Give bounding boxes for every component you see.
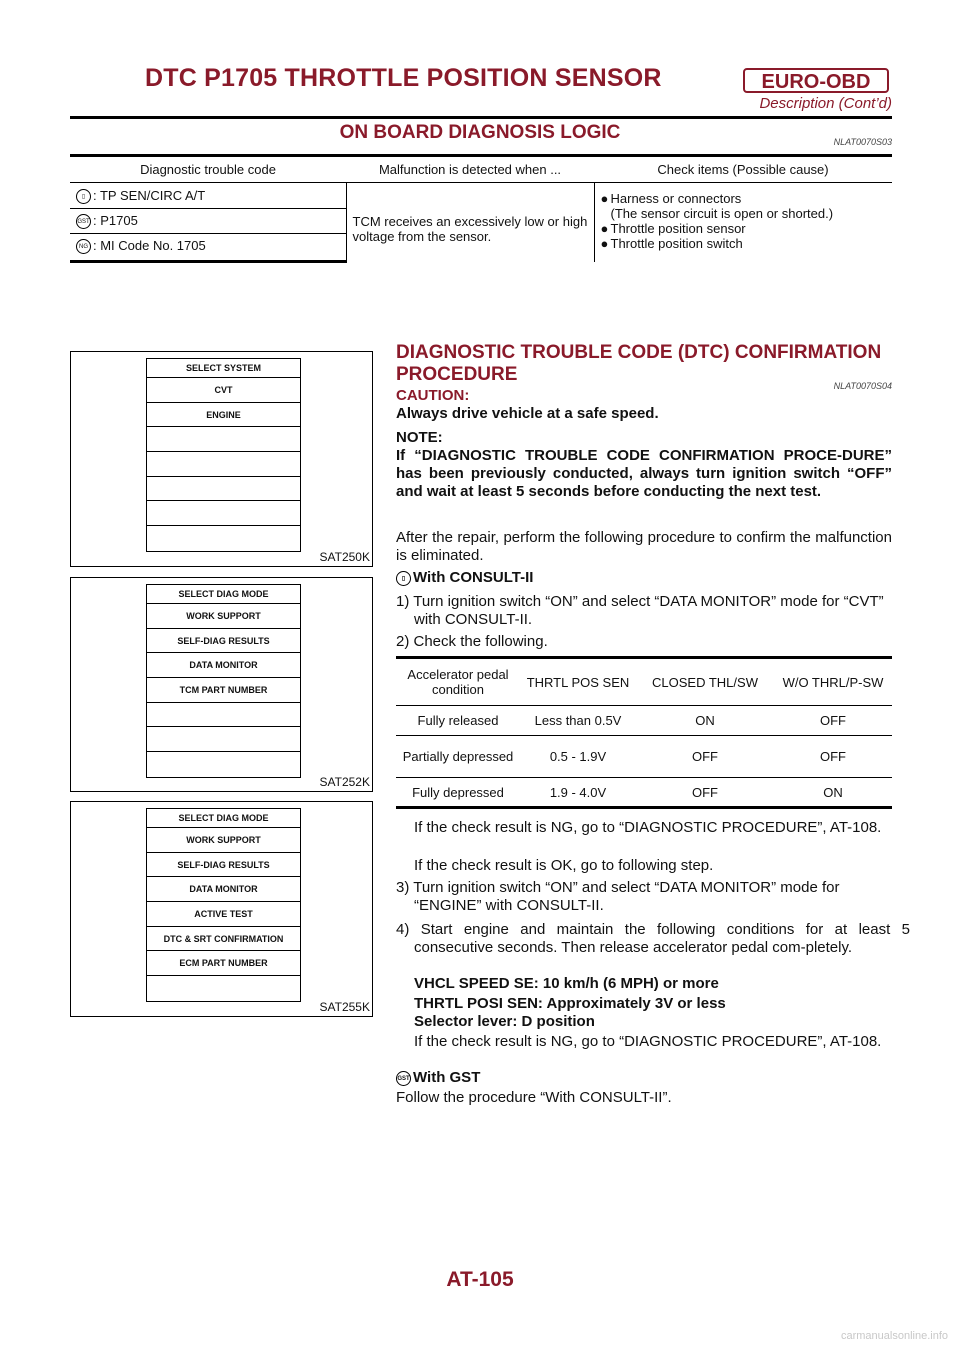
screen-heading: SELECT DIAG MODE xyxy=(147,585,300,604)
menu-item: DATA MONITOR xyxy=(147,877,300,902)
note-block xyxy=(396,429,892,501)
header-divider xyxy=(70,116,892,119)
page-subtitle: Description (Cont’d) xyxy=(759,95,892,112)
menu-item xyxy=(147,727,300,752)
section-code: NLAT0070S03 xyxy=(833,137,892,147)
ng-instruction-2: If the check result is NG, go to “DIAGNOSTIC PROCEDURE”, AT-108. xyxy=(414,1033,882,1050)
table-row: Fully released Less than 0.5V ON OFF xyxy=(396,706,892,736)
check-items-cell: ● Harness or connectors (The sensor circuit is open or shorted.) ● Throttle position sensor ● Throttle position switch xyxy=(594,183,892,262)
table-header: W/O THRL/P-SW xyxy=(774,658,892,706)
menu-item: DTC & SRT CONFIRMATION xyxy=(147,927,300,952)
gst-icon: GST xyxy=(396,1071,411,1086)
menu-item: ENGINE xyxy=(147,403,300,428)
table-header: Accelerator pedal condition xyxy=(396,658,520,706)
menu-item xyxy=(147,501,300,526)
condition-speed: VHCL SPEED SE: 10 km/h (6 MPH) or more xyxy=(414,975,719,992)
note-label: NOTE: xyxy=(396,429,443,446)
menu-item: ACTIVE TEST xyxy=(147,902,300,927)
table-row: Partially depressed 0.5 - 1.9V OFF OFF xyxy=(396,736,892,778)
menu-item: SELF-DIAG RESULTS xyxy=(147,853,300,878)
menu-item xyxy=(147,703,300,728)
menu-item: WORK SUPPORT xyxy=(147,604,300,629)
table-header: CLOSED THL/SW xyxy=(636,658,774,706)
table-header: Check items (Possible cause) xyxy=(594,156,892,183)
step-4: 4) Start engine and maintain the following conditions for at least 5 consecutive seconds. Then release accelerator pedal com-pletely. xyxy=(396,921,910,956)
euro-obd-badge: EURO-OBD xyxy=(743,68,889,93)
consult-screen xyxy=(146,584,301,778)
figure-select-diag-mode-tcm xyxy=(70,577,373,792)
gst-icon: GST xyxy=(76,214,91,229)
consult-icon: ▯ xyxy=(396,571,411,586)
menu-item: DATA MONITOR xyxy=(147,653,300,678)
screen-heading: SELECT DIAG MODE xyxy=(147,809,300,828)
ok-instruction: If the check result is OK, go to following step. xyxy=(414,857,714,874)
with-gst-heading: GST With GST xyxy=(397,1069,481,1086)
condition-throttle: THRTL POSI SEN: Approximately 3V or less xyxy=(414,995,726,1012)
caution-block xyxy=(396,387,892,423)
dtc-mi-code: NG : MI Code No. 1705 xyxy=(70,234,346,262)
menu-item xyxy=(147,976,300,1001)
menu-item xyxy=(147,452,300,477)
no-tools-icon: NG xyxy=(76,239,91,254)
malfunction-cell: TCM receives an excessively low or high voltage from the sensor. xyxy=(346,183,594,262)
dtc-consult: ▯ : TP SEN/CIRC A/T xyxy=(70,183,346,209)
obd-logic-table xyxy=(70,154,892,263)
data-monitor-table xyxy=(396,656,892,809)
table-header: Diagnostic trouble code xyxy=(70,156,346,183)
watermark: carmanualsonline.info xyxy=(840,1330,948,1342)
step-2: 2) Check the following. xyxy=(396,633,548,650)
consult-screen xyxy=(146,808,301,1002)
menu-item xyxy=(147,526,300,551)
menu-item: SELF-DIAG RESULTS xyxy=(147,629,300,654)
consult-icon: ▯ xyxy=(76,189,91,204)
consult-screen xyxy=(146,358,301,552)
menu-item: TCM PART NUMBER xyxy=(147,678,300,703)
ng-instruction: If the check result is NG, go to “DIAGNOSTIC PROCEDURE”, AT-108. xyxy=(414,819,882,836)
gst-instruction: Follow the procedure “With CONSULT-II”. xyxy=(396,1089,672,1106)
dtc-gst: GST : P1705 xyxy=(70,209,346,234)
step-1: 1) Turn ignition switch “ON” and select “DATA MONITOR” mode for “CVT” with CONSULT-II. xyxy=(396,593,884,628)
caution-text: Always drive vehicle at a safe speed. xyxy=(396,405,659,422)
screen-heading: SELECT SYSTEM xyxy=(147,359,300,378)
figure-label: SAT250K xyxy=(319,550,370,564)
section-code: NLAT0070S04 xyxy=(833,381,892,391)
intro-text: After the repair, perform the following procedure to confirm the malfunction is eliminated. xyxy=(396,529,892,564)
menu-item: CVT xyxy=(147,378,300,403)
step-3: 3) Turn ignition switch “ON” and select “DATA MONITOR” mode for “ENGINE” with CONSULT-II. xyxy=(396,879,840,914)
condition-selector: Selector lever: D position xyxy=(414,1013,595,1030)
menu-item: WORK SUPPORT xyxy=(147,828,300,853)
table-header: Malfunction is detected when ... xyxy=(346,156,594,183)
menu-item xyxy=(147,752,300,777)
menu-item xyxy=(147,427,300,452)
table-row: Fully depressed 1.9 - 4.0V OFF ON xyxy=(396,778,892,808)
note-text: If “DIAGNOSTIC TROUBLE CODE CONFIRMATION PROCE-DURE” has been previously conducted, always turn ignition switch “OFF” and wait at least 5 seconds before conducting the next test. xyxy=(396,447,892,500)
figure-select-diag-mode-ecm xyxy=(70,801,373,1017)
menu-item xyxy=(147,477,300,502)
page-title: DTC P1705 THROTTLE POSITION SENSOR xyxy=(145,64,662,92)
with-consult-heading: ▯ With CONSULT-II xyxy=(396,569,892,587)
table-header: THRTL POS SEN xyxy=(520,658,636,706)
section-title-obd-logic: ON BOARD DIAGNOSIS LOGIC xyxy=(339,122,621,143)
caution-label: CAUTION: xyxy=(396,387,470,404)
section-title-dtc-confirmation: DIAGNOSTIC TROUBLE CODE (DTC) CONFIRMATION PROCEDURE xyxy=(396,342,882,385)
menu-item: ECM PART NUMBER xyxy=(147,951,300,976)
figure-label: SAT255K xyxy=(319,1000,370,1014)
figure-label: SAT252K xyxy=(319,775,370,789)
figure-select-system xyxy=(70,351,373,567)
page-number: AT-105 xyxy=(446,1268,514,1291)
